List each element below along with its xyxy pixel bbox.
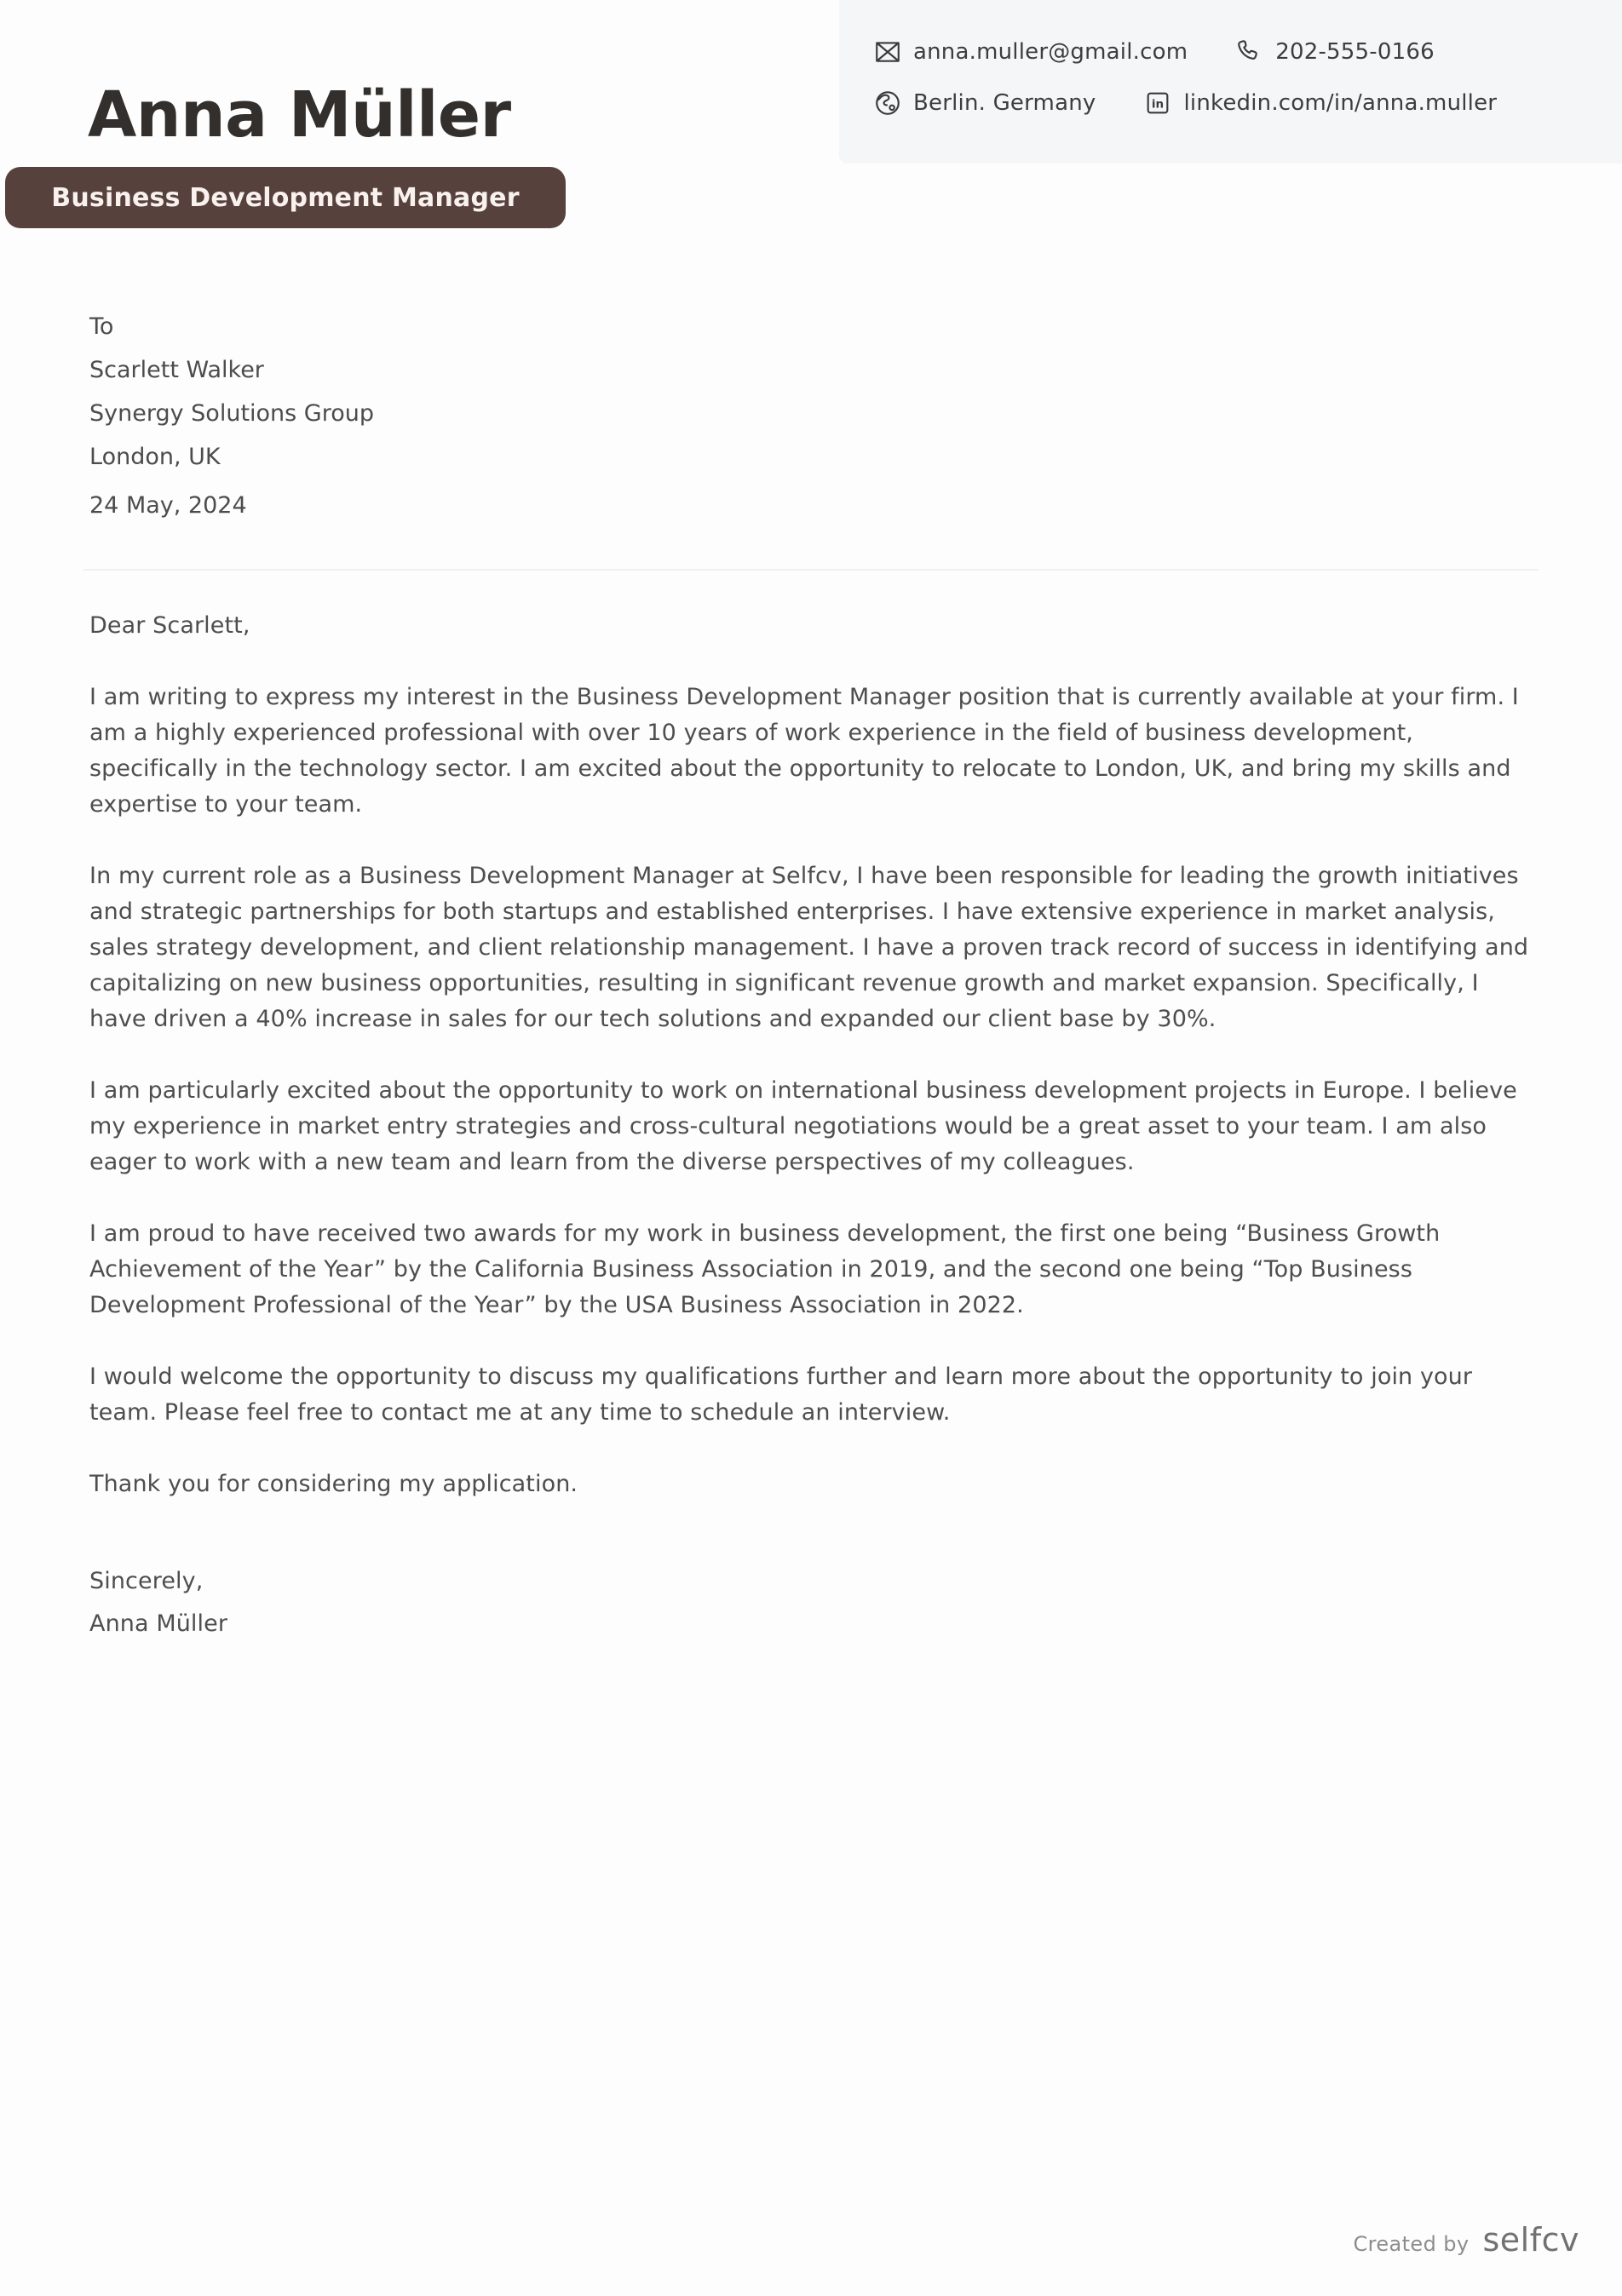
- globe-icon: [873, 89, 902, 118]
- svg-text:in: in: [1152, 98, 1165, 112]
- linkedin-icon: [1143, 89, 1172, 118]
- letter-paragraph: Thank you for considering my application.: [89, 1471, 578, 1497]
- contact-phone-text: 202-555-0166: [1275, 39, 1435, 65]
- contact-phone[interactable]: [1235, 37, 1435, 66]
- recipient-company: Synergy Solutions Group: [89, 400, 375, 427]
- contact-linkedin-text: linkedin.com/in/anna.muller: [1183, 90, 1498, 116]
- contact-location: [873, 89, 1096, 118]
- contact-email[interactable]: [873, 37, 1188, 66]
- letter-paragraph: I am particularly excited about the opportunity to work on international business development projects in Europe. I believe my experience in market entry strategies and cross-cultural negotiations would be a great asset to your team. I am also eager to work with a new team and learn from the diverse perspectives of my colleagues.: [89, 1077, 1517, 1175]
- contact-block: [839, 0, 1622, 164]
- closing: Sincerely,: [89, 1568, 204, 1594]
- contact-linkedin[interactable]: [1143, 89, 1497, 118]
- recipient-name: Scarlett Walker: [89, 357, 264, 383]
- phone-icon: [1235, 37, 1264, 66]
- divider: [83, 569, 1539, 571]
- contact-location-text: Berlin. Germany: [913, 90, 1096, 116]
- recipient-location: London, UK: [89, 444, 221, 470]
- created-by-label: Created by: [1353, 2232, 1470, 2256]
- salutation: Dear Scarlett,: [89, 612, 250, 639]
- contact-email-text: anna.muller@gmail.com: [913, 39, 1188, 65]
- contact-row-1: [873, 37, 1622, 66]
- letter-paragraph: I would welcome the opportunity to discuss my qualifications further and learn more about the opportunity to join your team. Please feel free to contact me at any time to schedule an interview.: [89, 1363, 1473, 1426]
- recipient-block: [89, 305, 374, 527]
- signature: Anna Müller: [89, 1610, 228, 1637]
- contact-row-2: [873, 89, 1622, 118]
- selfcv-logo[interactable]: selfcv: [1482, 2221, 1579, 2259]
- letter-date: 24 May, 2024: [89, 492, 247, 519]
- recipient-label: To: [89, 313, 114, 340]
- letter-paragraph: I am writing to express my interest in the Business Development Manager position that is currently available at your firm. I am a highly experienced professional with over 10 years of work experience in the field of business development, specifically in the technology sector. I am excited about the opportunity to relocate to London, UK, and bring my skills and expertise to your team.: [89, 684, 1519, 818]
- envelope-icon: [873, 37, 902, 66]
- job-title-badge-label: Business Development Manager: [51, 182, 520, 213]
- letter-body: [89, 608, 1538, 1645]
- job-title-badge: [5, 167, 566, 228]
- footer: [1353, 2221, 1579, 2259]
- letter-paragraph: In my current role as a Business Development Manager at Selfcv, I have been responsible for leading the growth initiatives and strategic partnerships for both startups and established enterprises. I have extensive experience in market analysis, sales strategy development, and client relationship management. I have a proven track record of success in identifying and capitalizing on new business opportunities, resulting in significant revenue growth and market expansion. Specifically, I have driven a 40% increase in sales for our tech solutions and expanded our client base by 30%.: [89, 863, 1529, 1032]
- letter-paragraph: I am proud to have received two awards for my work in business development, the first one being “Business Growth Achievement of the Year” by the California Business Association in 2019, and the second one being “Top Business Development Professional of the Year” by the USA Business Association in 2022.: [89, 1220, 1441, 1318]
- page-title: Anna Müller: [88, 78, 511, 152]
